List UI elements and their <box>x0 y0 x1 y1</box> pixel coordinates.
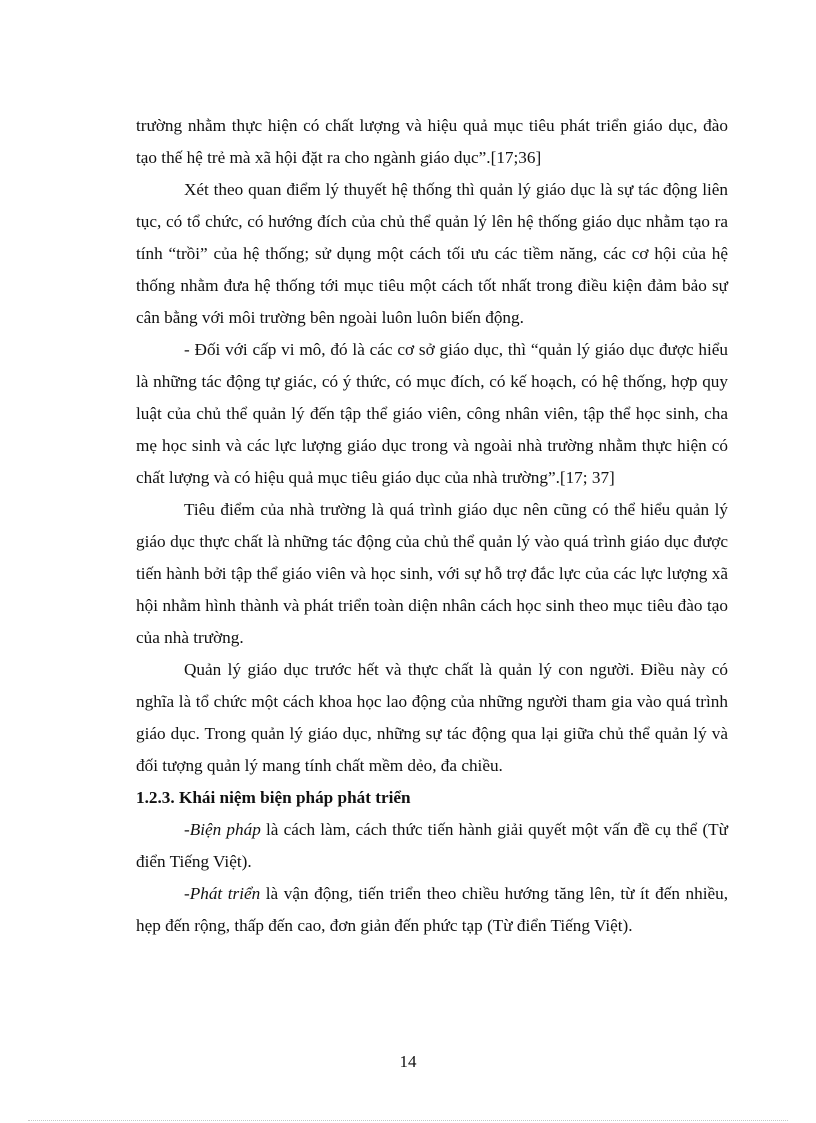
document-body <box>136 110 728 942</box>
section-heading: 1.2.3. Khái niệm biện pháp phát triển <box>136 788 411 807</box>
definition-term: Phát triển <box>189 884 261 903</box>
paragraph-systems-theory: Xét theo quan điểm lý thuyết hệ thống thì quản lý giáo dục là sự tác động liên tục, có tổ chức, có hướng đích của chủ thể quản lý lên hệ thống giáo dục nhằm tạo ra tính “trồi” của hệ thống; sử dụng một cách tối ưu các tiềm năng, các cơ hội của hệ thống nhằm đưa hệ thống tới mục tiêu một cách tốt nhất trong điều kiện đảm bảo sự cân bằng với môi trường bên ngoài luôn luôn biến động. <box>136 180 728 327</box>
paragraph-micro-level: - Đối với cấp vi mô, đó là các cơ sở giáo dục, thì “quản lý giáo dục được hiểu là những tác động tự giác, có ý thức, có mục đích, có kế hoạch, có hệ thống, hợp quy luật của chủ thể quản lý đến tập thể giáo viên, công nhân viên, tập thể học sinh, cha mẹ học sinh và các lực lượng giáo dục trong và ngoài nhà trường nhằm thực hiện có chất lượng và có hiệu quả mục tiêu giáo dục của nhà trường”.[17; 37] <box>136 340 728 487</box>
definition-bien-phap <box>136 814 728 878</box>
page-number: 14 <box>399 1052 417 1071</box>
paragraph-continuation: trường nhằm thực hiện có chất lượng và hiệu quả mục tiêu phát triển giáo dục, đào tạo thế hệ trẻ mà xã hội đặt ra cho ngành giáo dục”.[17;36] <box>136 116 728 167</box>
definition-dash: - <box>184 884 190 903</box>
definition-dash: - <box>184 820 190 839</box>
paragraph-people-management: Quản lý giáo dục trước hết và thực chất là quản lý con người. Điều này có nghĩa là tổ chức một cách khoa học lao động của những người tham gia vào quá trình giáo dục. Trong quản lý giáo dục, những sự tác động qua lại giữa chủ thể quản lý và đối tượng quản lý mang tính chất mềm dẻo, đa chiều. <box>136 660 728 775</box>
definition-text: là vận động, tiến triển theo chiều hướng tăng lên, từ ít đến nhiều, hẹp đến rộng, thấp đến cao, đơn giản đến phức tạp (Từ điển Tiếng Việt). <box>136 884 728 935</box>
definition-phat-trien <box>136 878 728 942</box>
paragraph-school-focus: Tiêu điểm của nhà trường là quá trình giáo dục nên cũng có thể hiểu quản lý giáo dục thực chất là những tác động của chủ thể quản lý vào quá trình giáo dục được tiến hành bởi tập thể giáo viên và học sinh, với sự hỗ trợ đắc lực của các lực lượng xã hội nhằm hình thành và phát triển toàn diện nhân cách học sinh theo mục tiêu đào tạo của nhà trường. <box>136 500 728 647</box>
page-bottom-divider <box>28 1120 788 1121</box>
definition-term: Biện pháp <box>189 820 261 839</box>
definition-text: là cách làm, cách thức tiến hành giải quyết một vấn đề cụ thể (Từ điển Tiếng Việt). <box>136 820 729 871</box>
